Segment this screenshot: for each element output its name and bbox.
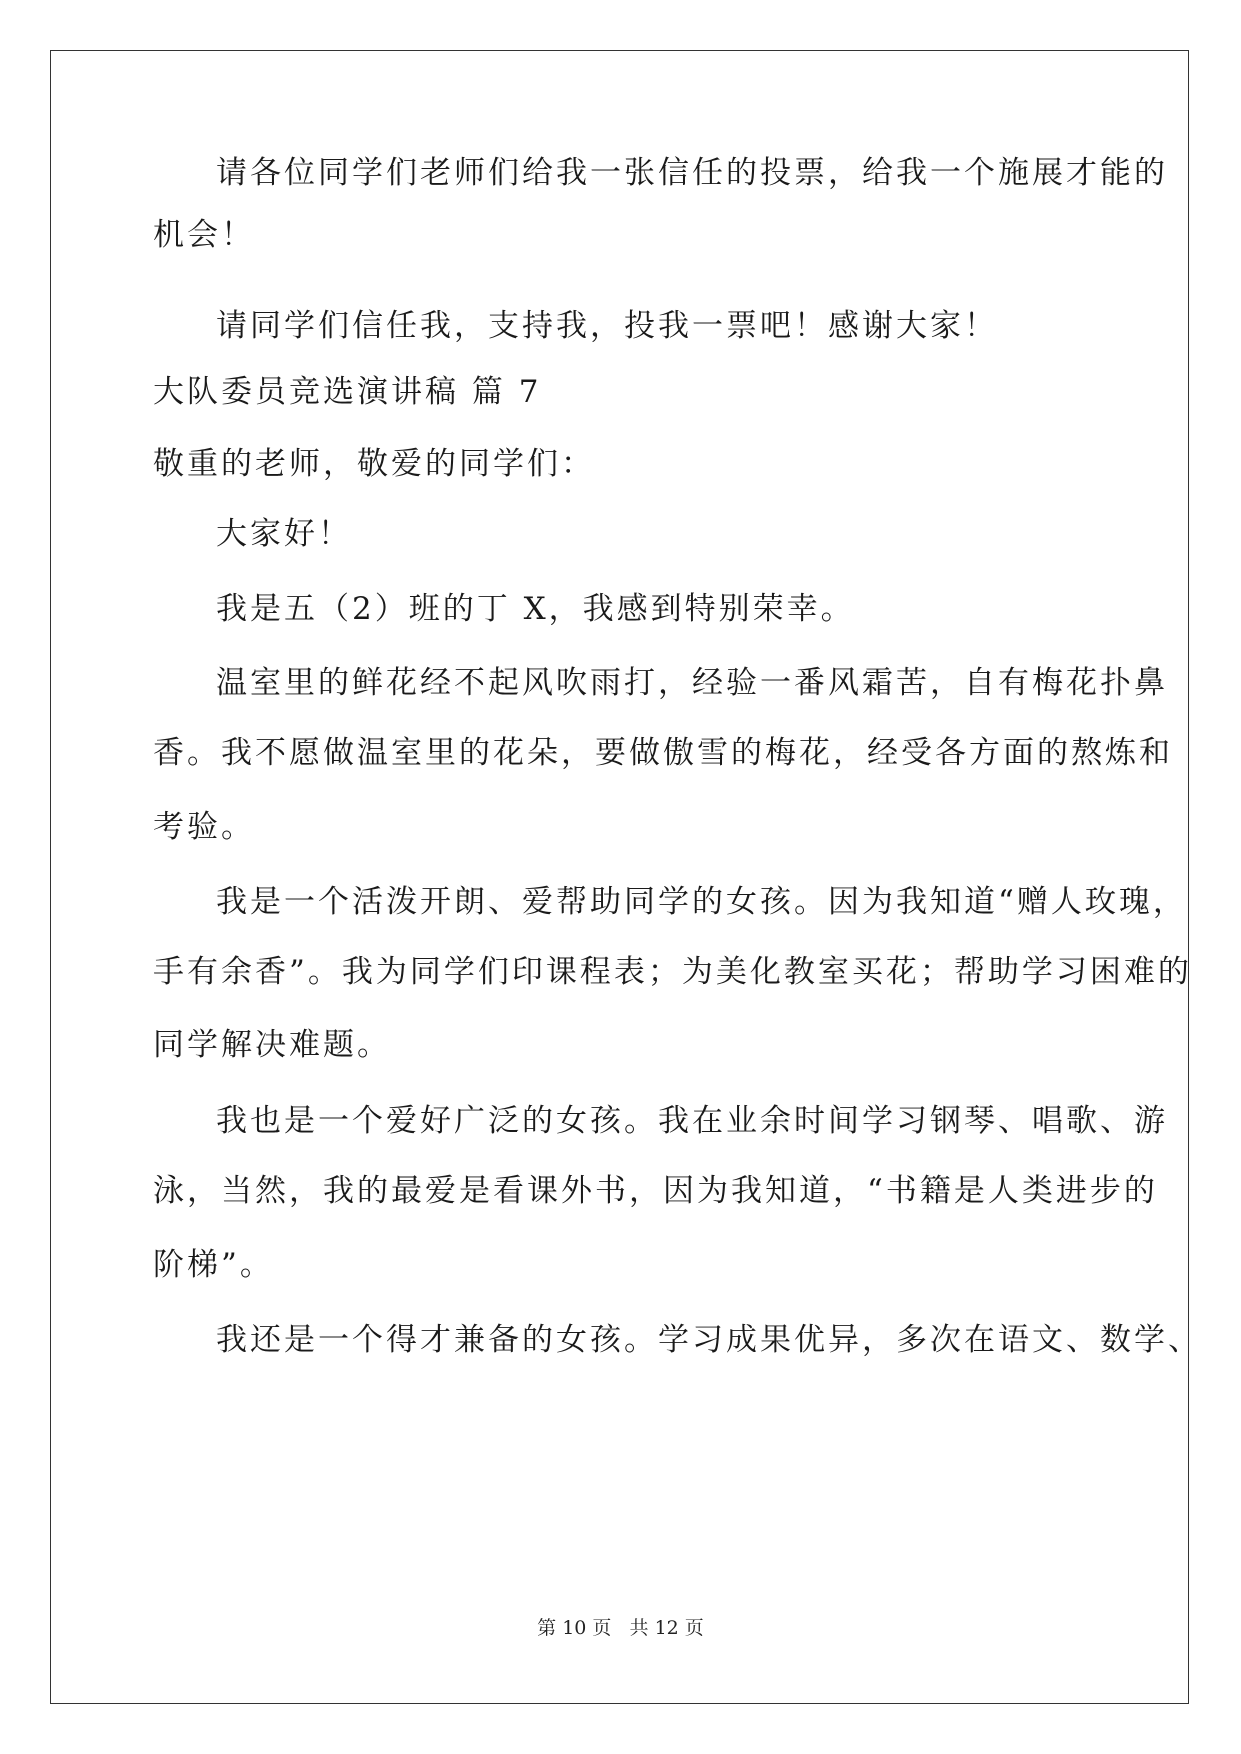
paragraph-line: 手有余香”。我为同学们印课程表；为美化教室买花；帮助学习困难的	[153, 954, 1192, 990]
paragraph-line: 阶梯”。	[153, 1247, 274, 1283]
paragraph-line: 我是一个活泼开朗、爱帮助同学的女孩。因为我知道“赠人玫瑰，	[216, 884, 1187, 920]
paragraph-line: 机会！	[153, 217, 255, 253]
paragraph-line: 泳，当然，我的最爱是看课外书，因为我知道，“书籍是人类进步的	[153, 1173, 1158, 1209]
paragraph-line: 温室里的鲜花经不起风吹雨打，经验一番风霜苦，自有梅花扑鼻	[216, 665, 1168, 701]
paragraph-line: 我是五（2）班的丁 X，我感到特别荣幸。	[216, 591, 855, 627]
salutation: 敬重的老师，敬爱的同学们：	[153, 446, 595, 482]
paragraph-line: 我也是一个爱好广泛的女孩。我在业余时间学习钢琴、唱歌、游	[216, 1103, 1168, 1139]
page-border	[50, 50, 1189, 1704]
paragraph-line: 请各位同学们老师们给我一张信任的投票，给我一个施展才能的	[216, 155, 1168, 191]
section-heading: 大队委员竞选演讲稿 篇 7	[153, 374, 542, 410]
paragraph-line: 香。我不愿做温室里的花朵，要做傲雪的梅花，经受各方面的熬炼和	[153, 735, 1173, 771]
paragraph-line: 同学解决难题。	[153, 1027, 391, 1063]
paragraph-line: 请同学们信任我，支持我，投我一票吧！感谢大家！	[216, 308, 998, 344]
greeting: 大家好！	[216, 516, 352, 552]
page-number-footer: 第 10 页 共 12 页	[537, 1617, 704, 1639]
paragraph-line: 考验。	[153, 809, 255, 845]
paragraph-line: 我还是一个得才兼备的女孩。学习成果优异，多次在语文、数学、	[216, 1322, 1202, 1358]
